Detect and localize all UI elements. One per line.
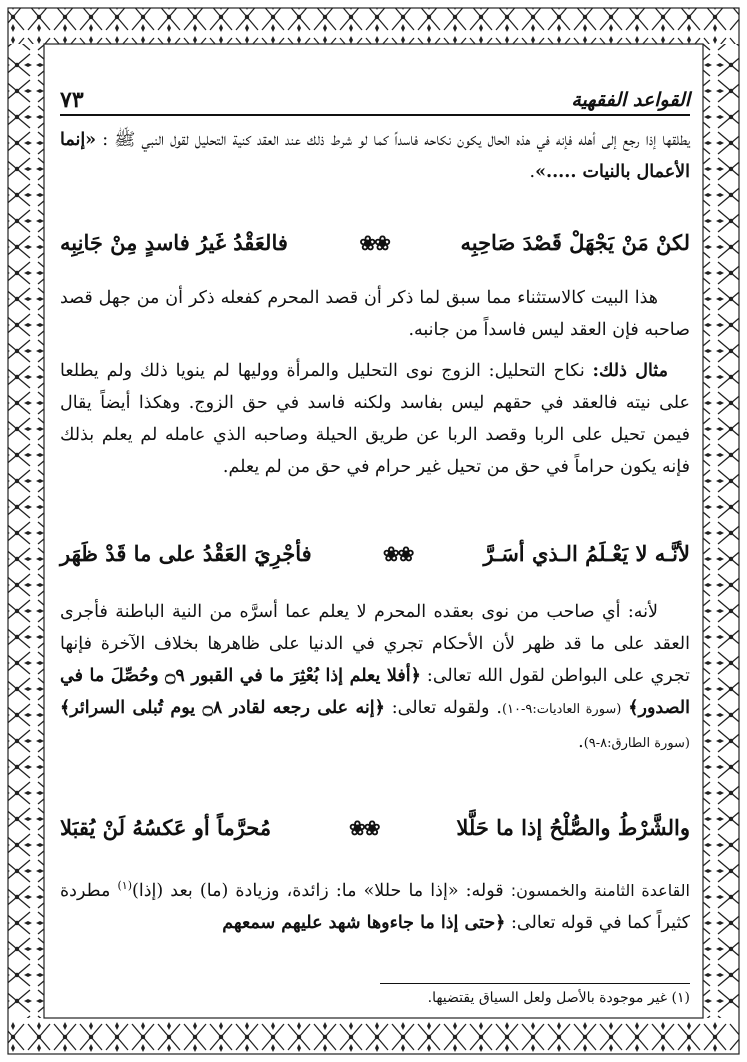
paragraph-4-middle: . ولقوله تعالى: <box>391 698 502 718</box>
verse-separator-icon: ❀❀ <box>382 541 413 566</box>
paragraph-1-text: يطلقها إذا رجع إلى أهله فإنه في هذه الحال يكون نكاحه فاسداً كما لو شرط ذلك عند العقد كنية التحليل لقول النبي ﷺ : <box>102 130 690 150</box>
paragraph-4-end: . <box>578 732 584 752</box>
paragraph-3 <box>60 355 690 483</box>
verse-2-first-hemistich: لأنَّـه لا يَعْـلَمُ الـذي أسَـرَّ <box>483 541 690 566</box>
footnote-marker: (١) <box>117 879 132 892</box>
paragraph-3-text: نكاح التحليل: الزوج نوى التحليل والمرأة ووليها لم ينويا ذلك ولم يطلعا على نيته فالعقد في حقهم ليس بفاسد ولكنه فاسد في حق الزوج. وهكذا أيضاً يقال فيمن تحيل على الربا وقصد الربا عن طريق الحيلة وصاحبه الذي عامله لم يعلم بذلك فإنه يكون حراماً في حق من تحيل غير حرام في حق من لم يعلم. <box>60 361 690 477</box>
quran-reference-1: (سورة العاديات:٩-١٠) <box>501 702 622 717</box>
paragraph-5-middle: مطردة كثيراً كما في قوله تعالى: <box>60 880 690 933</box>
page-header <box>60 80 690 116</box>
verse-separator-icon: ❀❀ <box>359 230 389 255</box>
verse-3-second-hemistich: مُحرَّماً أو عَكسُهُ لَنْ يُقبَلا <box>60 815 272 840</box>
paragraph-5-text: قوله: «إذا ما حللا» ما: زائدة، وزيادة (ما) بعد (إذا) <box>132 880 504 901</box>
verse-1-first-hemistich: لكنْ مَنْ يَجْهَلْ قَصْدَ صَاحِبِه <box>460 230 690 255</box>
paragraph-4 <box>60 596 690 760</box>
verse-2 <box>60 541 690 566</box>
hadith-quote: «إنما الأعمال بالنيات .....» <box>60 130 690 182</box>
page-number: ٧٣ <box>60 87 84 113</box>
quran-quote-1: ﴿أفلا يعلم إذا بُعْثِرَ ما في القبور ۝٩ وحُصِّلَ ما في الصدور﴾ <box>60 666 690 718</box>
footnote-divider <box>380 983 690 984</box>
page-content <box>60 80 690 1020</box>
rule-label: القاعدة الثامنة والخمسون: <box>510 880 690 900</box>
verse-3 <box>60 815 690 840</box>
paragraph-4-text: لأنه: أي صاحب من نوى بعقده المحرم لا يعلم عما أسرَّه من النية الباطنة فأجرى العقد على ما قد ظهر لأن الأحكام تجري في الدنيا على ظاهرها بخلاف الآخرة فإنها تجري على البواطن لقول الله تعالى: <box>60 602 690 686</box>
paragraph-1-end: . <box>529 162 536 182</box>
paragraph-1 <box>60 124 690 188</box>
quran-quote-2: ﴿إنه على رجعه لقادر ۝٨ يوم تُبلى السرائر﴾ <box>60 698 385 718</box>
verse-3-first-hemistich: والشَّرْطُ والصُّلْحُ إذا ما حَلَّلا <box>456 815 690 840</box>
running-title: القواعد الفقهية <box>571 89 690 111</box>
footnote: (١) غير موجودة بالأصل ولعل السياق يقتضيها. <box>427 990 690 1006</box>
verse-2-second-hemistich: فأجْرِيَ العَقْدُ على ما قَدْ ظَهَر <box>60 541 312 566</box>
verse-1-second-hemistich: فالعَقْدُ غَيرُ فاسدٍ مِنْ جَانِبِه <box>60 230 288 255</box>
paragraph-5 <box>60 870 690 939</box>
example-label: مثال ذلك: <box>592 361 668 381</box>
quran-quote-3: ﴿حتى إذا ما جاءوها شهد عليهم سمعهم <box>222 912 506 933</box>
paragraph-2: هذا البيت كالاستثناء مما سبق لما ذكر أن قصد المحرم كفعله ذكر أن من جهل قصد صاحبه فإن العقد ليس فاسداً من جانبه. <box>60 288 690 340</box>
verse-separator-icon: ❀❀ <box>349 815 379 840</box>
quran-reference-2: (سورة الطارق:٨-٩) <box>583 736 690 751</box>
verse-1 <box>60 230 690 255</box>
